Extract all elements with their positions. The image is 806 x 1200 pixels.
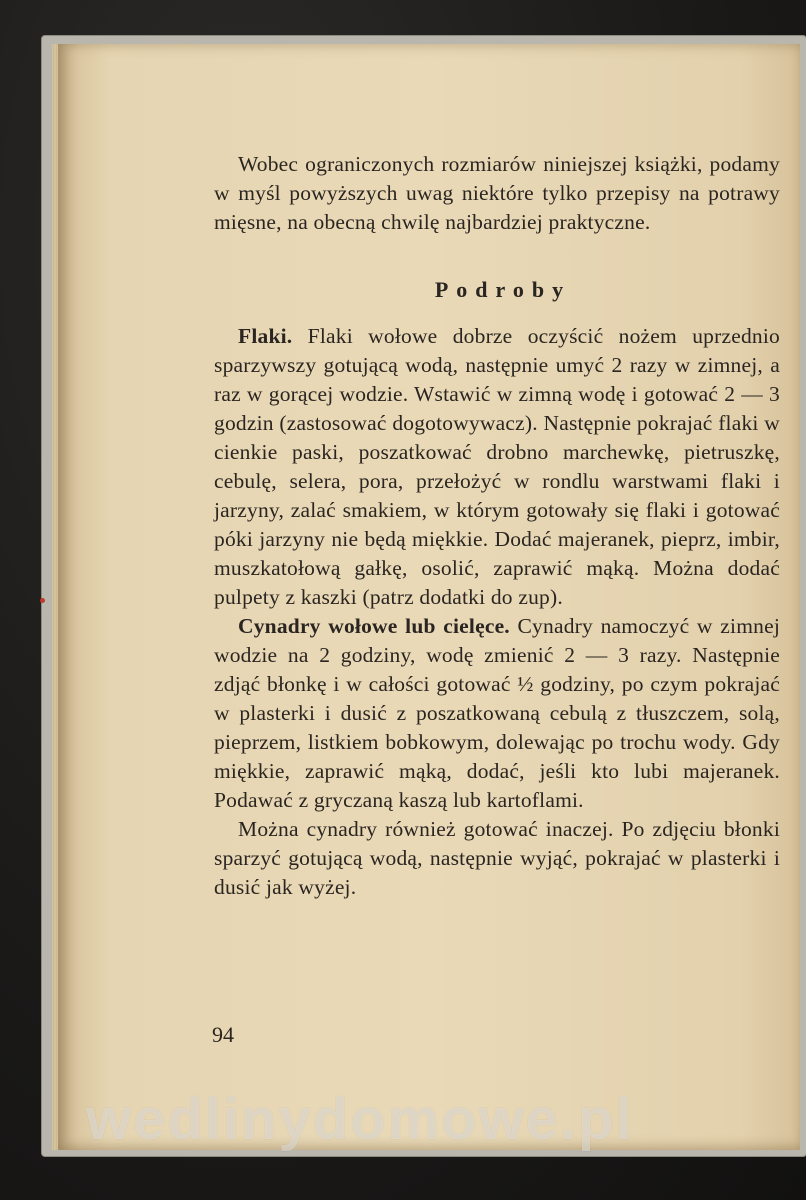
cynadry-recipe bbox=[214, 612, 780, 815]
alternative-paragraph: Można cynadry również gotować inaczej. Po zdjęciu błonki sparzyć gotującą wodą, następnie wyjąć, pokrajać w plasterki i dusić jak wyżej. bbox=[214, 817, 780, 899]
intro-paragraph: Wobec ograniczonych rozmiarów niniejszej książki, podamy w myśl powyższych uwag niektóre tylko przepisy na potrawy mięsne, na obecną chwilę najbardziej praktyczne. bbox=[214, 152, 780, 234]
watermark: wedlinydomowe.pl bbox=[86, 1087, 634, 1152]
flaki-text: Flaki wołowe dobrze oczyścić nożem uprzednio sparzywszy gotującą wodą, następnie umyć 2 razy w zimnej, a raz w gorącej wodzie. Wstawić w zimną wodę i gotować 2 — 3 godzin (zastosować dogotowywacz). Następnie pokrajać flaki w cienkie paski, poszatkować drobno marchewkę, pietruszkę, cebulę, selera, pora, przełożyć w rondlu warstwami flaki i jarzyny, zalać smakiem, w którym gotowały się flaki i gotować póki jarzyny nie będą miękkie. Dodać majeranek, pieprz, imbir, muszkatołową gałkę, osolić, zaprawić mąką. Można dodać pulpety z kaszki (patrz dodatki do zup). bbox=[214, 324, 780, 609]
cynadry-title: Cynadry wołowe lub cielęce. bbox=[238, 614, 510, 638]
section-heading: Podroby bbox=[434, 277, 572, 302]
flaki-recipe bbox=[214, 322, 780, 612]
red-ink-mark bbox=[40, 598, 45, 603]
flaki-title: Flaki. bbox=[238, 324, 293, 348]
page-number: 94 bbox=[212, 1022, 234, 1047]
page-text bbox=[214, 150, 780, 902]
cynadry-text: Cynadry namoczyć w zimnej wodzie na 2 godziny, wodę zmienić 2 — 3 razy. Następnie zdjąć błonkę i w całości gotować ½ godziny, po czym pokrajać w plasterki i dusić z poszatkowaną cebulą z tłuszczem, solą, pieprzem, listkiem bobkowym, dolewając po trochu wody. Gdy miękkie, zaprawić mąką, dodać, jeśli kto lubi majeranek. Podawać z gryczaną kaszą lub kartoflami. bbox=[214, 614, 780, 812]
